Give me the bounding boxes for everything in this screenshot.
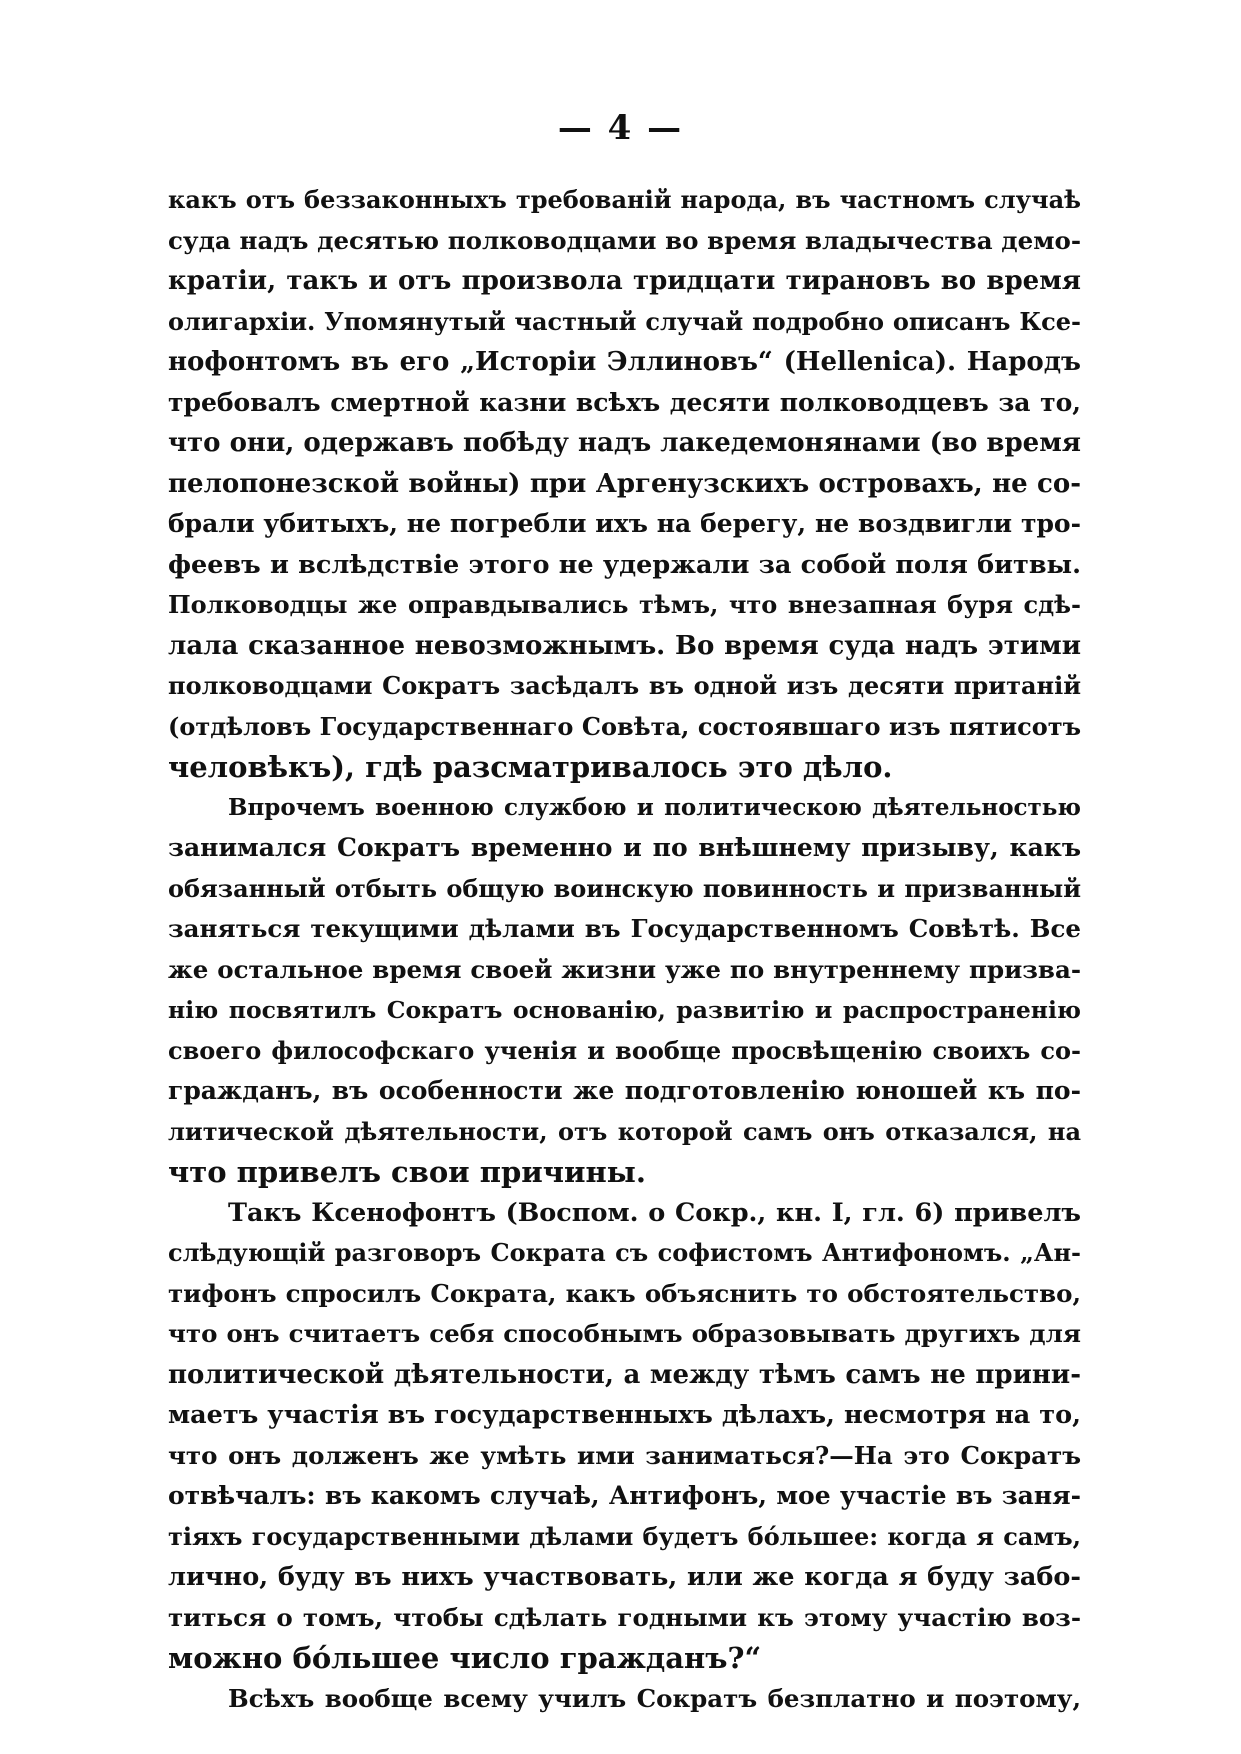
- body-text: [168, 180, 1081, 1719]
- text-line: же остальное время своей жизни уже по внутреннему призва-: [168, 954, 1081, 984]
- text-line: Впрочемъ военною службою и политическою дѣятельностью: [228, 793, 1081, 821]
- text-line: суда надъ десятью полководцами во время владычества демо-: [168, 225, 1081, 255]
- text-line: требовалъ смертной казни всѣхъ десяти полководцевъ за то,: [168, 387, 1081, 417]
- text-line: титься о томъ, чтобы сдѣлать годными къ этому участію воз-: [168, 1602, 1081, 1632]
- text-line: человѣкъ), гдѣ разсматривалось это дѣло.: [168, 750, 893, 784]
- text-line: обязанный отбыть общую воинскую повинность и призванный: [168, 873, 1081, 903]
- text-line: полководцами Сократъ засѣдалъ въ одной изъ десяти пританій: [168, 671, 1081, 700]
- text-line: Всѣхъ вообще всему училъ Сократъ безплатно и поэтому,: [228, 1683, 1081, 1713]
- page-number: — 4 —: [557, 108, 684, 148]
- text-line: феевъ и вслѣдствіе этого не удержали за собой поля битвы.: [168, 549, 1081, 580]
- text-line: маетъ участія въ государственныхъ дѣлахъ, несмотря на то,: [168, 1400, 1081, 1430]
- text-line: своего философскаго ученія и вообще просвѣщенію своихъ со-: [168, 1035, 1081, 1065]
- text-line: можно бо́льшее число гражданъ?“: [168, 1641, 762, 1675]
- text-line: Полководцы же оправдывались тѣмъ, что внезапная буря сдѣ-: [168, 590, 1081, 619]
- text-line: что привелъ свои причины.: [168, 1155, 646, 1189]
- text-line: литической дѣятельности, отъ которой самъ онъ отказался, на: [168, 1116, 1081, 1146]
- text-line: какъ отъ беззаконныхъ требованій народа, въ частномъ случаѣ: [168, 185, 1081, 214]
- text-line: заняться текущими дѣлами въ Государственномъ Совѣтѣ. Все: [168, 914, 1081, 943]
- text-line: гражданъ, въ особенности же подготовленію юношей къ по-: [168, 1076, 1081, 1105]
- text-line: тіяхъ государственными дѣлами будетъ бо́льшее: когда я самъ,: [168, 1521, 1081, 1551]
- text-line: лала сказанное невозможнымъ. Во время суда надъ этими: [168, 630, 1081, 661]
- text-line: олигархіи. Упомянутый частный случай подробно описанъ Ксе-: [168, 306, 1081, 336]
- text-line: нію посвятилъ Сократъ основанію, развитію и распространенію: [168, 996, 1081, 1024]
- text-line: политической дѣятельности, а между тѣмъ самъ не прини-: [168, 1359, 1081, 1390]
- text-line: (отдѣловъ Государственнаго Совѣта, состоявшаго изъ пятисотъ: [168, 711, 1081, 741]
- text-line: Такъ Ксенофонтъ (Воспом. о Сокр., кн. I, гл. 6) привелъ: [228, 1197, 1081, 1228]
- text-line: что онъ считаетъ себя способнымъ образовывать другихъ для: [168, 1319, 1081, 1348]
- text-line: нофонтомъ въ его „Исторіи Эллиновъ“ (Hellenica). Народъ: [168, 347, 1081, 377]
- text-line: занимался Сократъ временно и по внѣшнему призыву, какъ: [168, 833, 1081, 862]
- text-line: что они, одержавъ побѣду надъ лакедемонянами (во время: [168, 428, 1081, 458]
- text-line: кратіи, такъ и отъ произвола тридцати тирановъ во время: [168, 266, 1081, 296]
- text-line: тифонъ спросилъ Сократа, какъ объяснить то обстоятельство,: [168, 1278, 1081, 1308]
- text-line: слѣдующій разговоръ Сократа съ софистомъ Антифономъ. „Ан-: [168, 1238, 1081, 1267]
- text-line: брали убитыхъ, не погребли ихъ на берегу, не воздвигли тро-: [168, 509, 1081, 538]
- text-line: пелопонезской войны) при Аргенузскихъ островахъ, не со-: [168, 468, 1081, 499]
- text-line: что онъ долженъ же умѣть ими заниматься?—На это Сократъ: [168, 1440, 1081, 1470]
- text-line: отвѣчалъ: въ какомъ случаѣ, Антифонъ, мое участіе въ заня-: [168, 1481, 1081, 1510]
- text-line: лично, буду въ нихъ участвовать, или же когда я буду забо-: [168, 1562, 1081, 1592]
